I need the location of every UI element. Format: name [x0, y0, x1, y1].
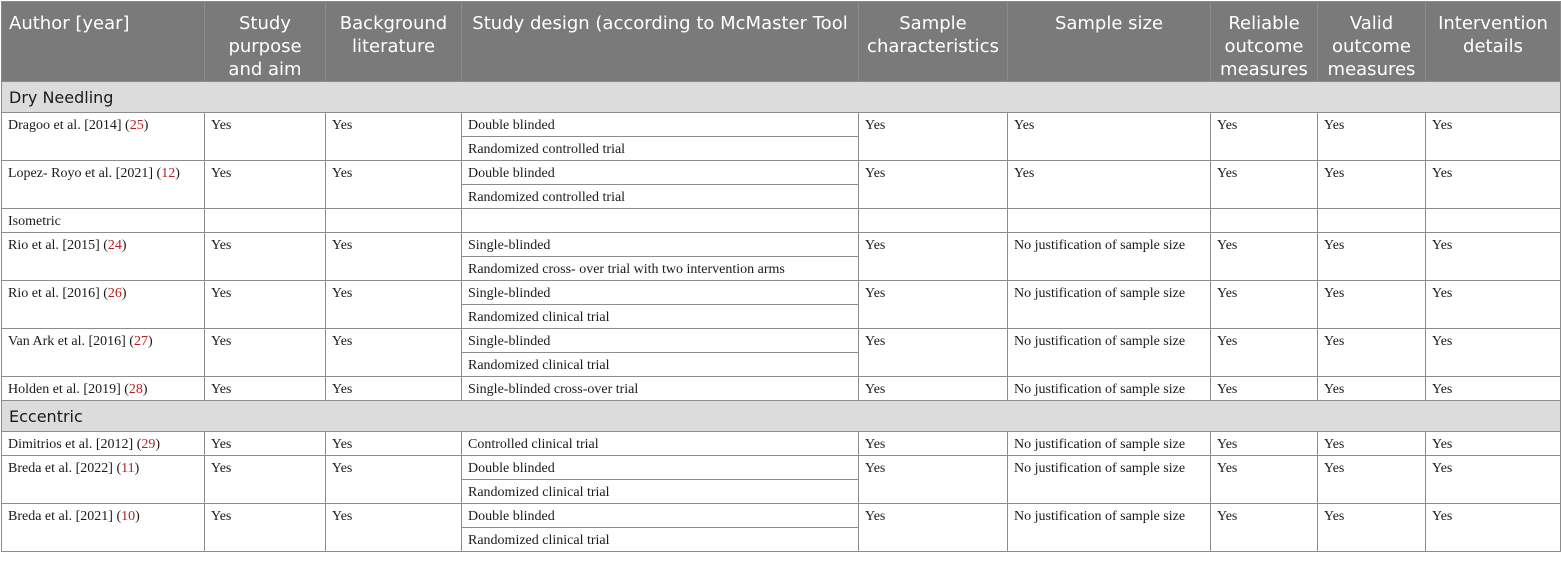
purpose-cell: Yes	[205, 161, 326, 209]
author-cell: Lopez- Royo et al. [2021] (12)	[2, 161, 205, 209]
sample-char-cell: Yes	[859, 161, 1008, 209]
background-cell: Yes	[326, 504, 462, 552]
header-row	[2, 2, 1561, 82]
purpose-cell: Yes	[205, 329, 326, 377]
design-cell: Double blinded	[462, 504, 859, 528]
quality-assessment-table	[1, 1, 1561, 552]
sample-size-cell: No justification of sample size	[1008, 504, 1211, 552]
valid-cell: Yes	[1318, 432, 1426, 456]
header-valid: Valid outcome measures	[1318, 2, 1426, 82]
valid-cell: Yes	[1318, 113, 1426, 161]
header-purpose: Study purpose and aim	[205, 2, 326, 82]
section-row	[2, 209, 1561, 233]
valid-cell: Yes	[1318, 329, 1426, 377]
sample-char-cell: Yes	[859, 281, 1008, 329]
sample-char-cell: Yes	[859, 504, 1008, 552]
design-cell: Double blinded	[462, 113, 859, 137]
valid-cell: Yes	[1318, 281, 1426, 329]
reliable-cell: Yes	[1211, 432, 1318, 456]
reference-link[interactable]: 11	[121, 461, 135, 476]
reference-link[interactable]: 12	[161, 166, 176, 181]
table-row	[2, 113, 1561, 137]
purpose-cell: Yes	[205, 281, 326, 329]
empty-cell	[205, 209, 326, 233]
sample-size-cell: No justification of sample size	[1008, 329, 1211, 377]
sample-size-cell: No justification of sample size	[1008, 233, 1211, 281]
reliable-cell: Yes	[1211, 233, 1318, 281]
purpose-cell: Yes	[205, 377, 326, 401]
valid-cell: Yes	[1318, 377, 1426, 401]
table-row	[2, 233, 1561, 257]
header-reliable: Reliable outcome measures	[1211, 2, 1318, 82]
author-cell: Van Ark et al. [2016] (27)	[2, 329, 205, 377]
reference-link[interactable]: 27	[133, 334, 148, 349]
author-cell: Dimitrios et al. [2012] (29)	[2, 432, 205, 456]
purpose-cell: Yes	[205, 456, 326, 504]
design-cell: Randomized cross- over trial with two intervention arms	[462, 257, 859, 281]
intervention-cell: Yes	[1426, 161, 1561, 209]
design-cell: Single-blinded	[462, 233, 859, 257]
sample-char-cell: Yes	[859, 113, 1008, 161]
design-cell: Single-blinded	[462, 281, 859, 305]
author-cell: Holden et al. [2019] (28)	[2, 377, 205, 401]
header-author: Author [year]	[2, 2, 205, 82]
valid-cell: Yes	[1318, 233, 1426, 281]
empty-cell	[859, 209, 1008, 233]
reliable-cell: Yes	[1211, 281, 1318, 329]
sample-char-cell: Yes	[859, 456, 1008, 504]
reference-link[interactable]: 10	[121, 509, 136, 524]
section-row	[2, 401, 1561, 432]
design-cell: Randomized clinical trial	[462, 528, 859, 552]
intervention-cell: Yes	[1426, 456, 1561, 504]
reference-link[interactable]: 26	[107, 286, 122, 301]
author-cell: Dragoo et al. [2014] (25)	[2, 113, 205, 161]
table-row	[2, 432, 1561, 456]
purpose-cell: Yes	[205, 504, 326, 552]
intervention-cell: Yes	[1426, 233, 1561, 281]
author-cell: Rio et al. [2016] (26)	[2, 281, 205, 329]
header-intervention: Intervention details	[1426, 2, 1561, 82]
empty-cell	[1318, 209, 1426, 233]
valid-cell: Yes	[1318, 161, 1426, 209]
background-cell: Yes	[326, 432, 462, 456]
empty-cell	[1008, 209, 1211, 233]
background-cell: Yes	[326, 281, 462, 329]
design-cell: Randomized controlled trial	[462, 185, 859, 209]
intervention-cell: Yes	[1426, 281, 1561, 329]
reliable-cell: Yes	[1211, 456, 1318, 504]
reliable-cell: Yes	[1211, 161, 1318, 209]
reference-link[interactable]: 29	[141, 437, 156, 452]
background-cell: Yes	[326, 113, 462, 161]
table-row	[2, 281, 1561, 305]
design-cell: Single-blinded cross-over trial	[462, 377, 859, 401]
section-isometric: Isometric	[2, 209, 205, 233]
reliable-cell: Yes	[1211, 377, 1318, 401]
sample-char-cell: Yes	[859, 233, 1008, 281]
table-row	[2, 377, 1561, 401]
reliable-cell: Yes	[1211, 504, 1318, 552]
background-cell: Yes	[326, 329, 462, 377]
design-cell: Randomized controlled trial	[462, 137, 859, 161]
author-cell: Breda et al. [2021] (10)	[2, 504, 205, 552]
table-row	[2, 456, 1561, 480]
empty-cell	[1426, 209, 1561, 233]
empty-cell	[462, 209, 859, 233]
intervention-cell: Yes	[1426, 377, 1561, 401]
purpose-cell: Yes	[205, 113, 326, 161]
reference-link[interactable]: 25	[129, 118, 144, 133]
sample-size-cell: No justification of sample size	[1008, 281, 1211, 329]
reference-link[interactable]: 24	[107, 238, 122, 253]
sample-size-cell: No justification of sample size	[1008, 432, 1211, 456]
table-row	[2, 161, 1561, 185]
author-cell: Rio et al. [2015] (24)	[2, 233, 205, 281]
background-cell: Yes	[326, 456, 462, 504]
intervention-cell: Yes	[1426, 113, 1561, 161]
sample-size-cell: Yes	[1008, 161, 1211, 209]
valid-cell: Yes	[1318, 456, 1426, 504]
section-dry-needling: Dry Needling	[2, 82, 1561, 113]
reliable-cell: Yes	[1211, 329, 1318, 377]
reliable-cell: Yes	[1211, 113, 1318, 161]
background-cell: Yes	[326, 161, 462, 209]
header-design: Study design (according to McMaster Tool	[462, 2, 859, 82]
sample-char-cell: Yes	[859, 432, 1008, 456]
design-cell: Single-blinded	[462, 329, 859, 353]
design-cell: Double blinded	[462, 456, 859, 480]
header-sample-characteristics: Sample characteristics	[859, 2, 1008, 82]
intervention-cell: Yes	[1426, 504, 1561, 552]
header-sample-size: Sample size	[1008, 2, 1211, 82]
reference-link[interactable]: 28	[128, 382, 143, 397]
header-background: Background literature	[326, 2, 462, 82]
author-cell: Breda et al. [2022] (11)	[2, 456, 205, 504]
sample-char-cell: Yes	[859, 377, 1008, 401]
table-row	[2, 329, 1561, 353]
sample-char-cell: Yes	[859, 329, 1008, 377]
table-row	[2, 504, 1561, 528]
design-cell: Controlled clinical trial	[462, 432, 859, 456]
section-eccentric: Eccentric	[2, 401, 1561, 432]
intervention-cell: Yes	[1426, 329, 1561, 377]
design-cell: Double blinded	[462, 161, 859, 185]
intervention-cell: Yes	[1426, 432, 1561, 456]
sample-size-cell: No justification of sample size	[1008, 377, 1211, 401]
sample-size-cell: No justification of sample size	[1008, 456, 1211, 504]
empty-cell	[326, 209, 462, 233]
section-row	[2, 82, 1561, 113]
valid-cell: Yes	[1318, 504, 1426, 552]
empty-cell	[1211, 209, 1318, 233]
purpose-cell: Yes	[205, 233, 326, 281]
design-cell: Randomized clinical trial	[462, 305, 859, 329]
sample-size-cell: Yes	[1008, 113, 1211, 161]
background-cell: Yes	[326, 233, 462, 281]
purpose-cell: Yes	[205, 432, 326, 456]
design-cell: Randomized clinical trial	[462, 353, 859, 377]
design-cell: Randomized clinical trial	[462, 480, 859, 504]
background-cell: Yes	[326, 377, 462, 401]
